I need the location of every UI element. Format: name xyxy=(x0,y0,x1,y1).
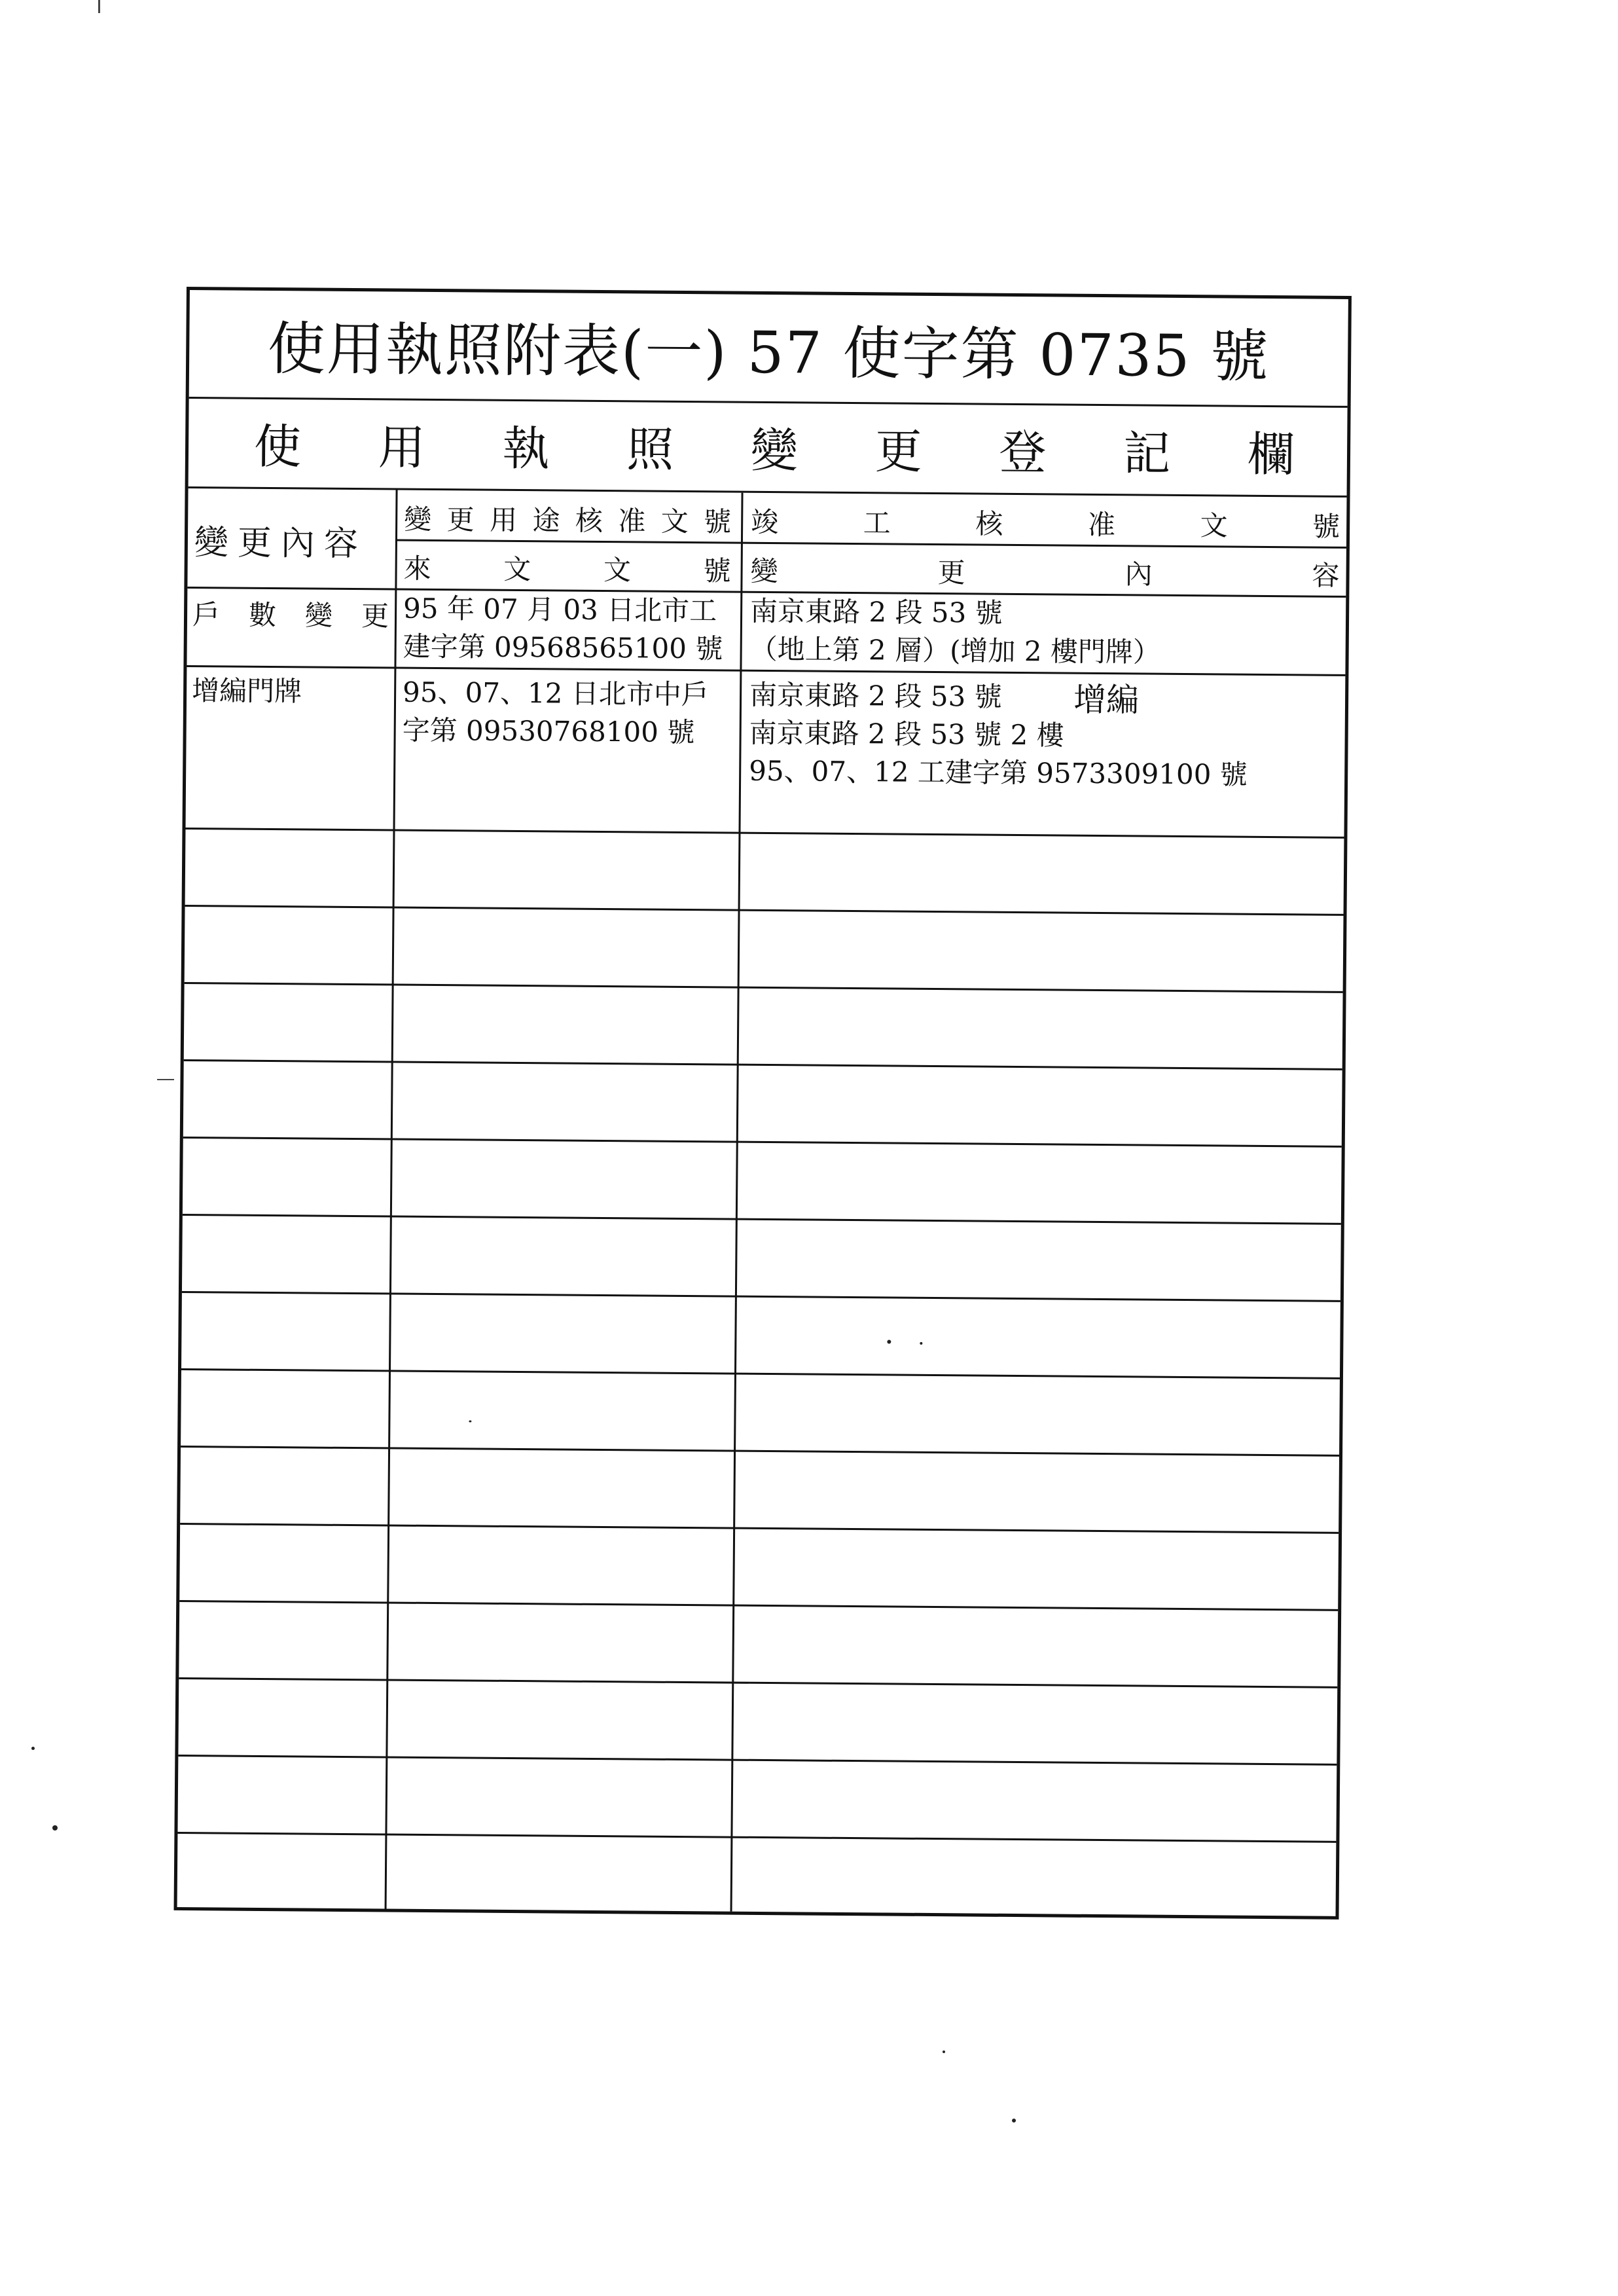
subtitle-char: 使 xyxy=(253,418,302,474)
header-char: 准 xyxy=(618,505,646,538)
license-appendix-sheet xyxy=(174,287,1352,1920)
content-line: 95、07、12 工建字第 9573309100 號 xyxy=(749,754,1248,791)
header-char: 號 xyxy=(703,555,731,587)
header-char: 工 xyxy=(863,507,891,539)
scan-speck xyxy=(943,2050,945,2053)
header-char: 核 xyxy=(575,504,603,538)
subtitle-char: 用 xyxy=(378,419,426,475)
scan-speck xyxy=(920,1342,922,1345)
doc-line: 95 年 07 月 03 日北市工 xyxy=(403,592,717,627)
change-content-header xyxy=(750,550,1339,594)
row-label-char: 變 xyxy=(304,599,333,632)
row-divider xyxy=(179,1600,1338,1611)
title-text: 使用執照附表(一) 57 使字第 0735 號 xyxy=(267,314,1270,390)
row-label-char: 數 xyxy=(248,598,277,632)
header-char: 竣 xyxy=(751,505,779,539)
row-divider xyxy=(185,828,1344,839)
header-char: 號 xyxy=(1312,510,1340,543)
content-line: 南京東路 2 段 53 號 xyxy=(749,678,1002,713)
header-char: 變 xyxy=(750,555,778,588)
row-change-content xyxy=(749,676,1248,794)
scan-edge-mark xyxy=(157,1079,174,1080)
header-char: 內 xyxy=(1124,558,1153,591)
row-label-address-assignment: 增編門牌 xyxy=(191,674,302,708)
row-divider xyxy=(180,1523,1339,1534)
approval-doc-header xyxy=(404,498,731,540)
row-label-char: 戶 xyxy=(192,598,221,631)
doc-line: 建字第 09568565100 號 xyxy=(403,630,723,665)
column-divider xyxy=(385,490,398,1909)
row-divider xyxy=(183,1214,1341,1225)
content-line: 南京東路 2 段 53 號 2 樓 xyxy=(749,716,1064,752)
scan-speck xyxy=(1012,2119,1016,2123)
subtitle-char: 照 xyxy=(626,421,674,477)
header-char: 文 xyxy=(603,554,632,587)
doc-line: 95、07、12 日北市中戶 xyxy=(402,676,710,711)
row-label-household-change xyxy=(192,593,389,634)
row-divider xyxy=(184,1059,1342,1070)
row-divider xyxy=(185,982,1343,993)
row-divider xyxy=(177,1832,1336,1843)
change-registration-heading xyxy=(189,397,1348,498)
row-doc-number xyxy=(402,674,709,752)
row-divider xyxy=(181,1368,1340,1379)
header-char: 號 xyxy=(703,505,732,538)
doc-line: 字第 09530768100 號 xyxy=(402,714,695,749)
row-divider xyxy=(178,1755,1337,1766)
subtitle-char: 變 xyxy=(750,422,799,478)
handwritten-note: 增編 xyxy=(1073,680,1140,720)
subtitle-char: 欄 xyxy=(1247,426,1295,482)
completion-approval-header xyxy=(751,501,1340,545)
content-line: （地上第 2 層）(增加 2 樓門牌） xyxy=(749,632,1161,668)
scan-speck xyxy=(52,1825,58,1831)
header-char: 核 xyxy=(975,507,1003,540)
row-divider xyxy=(182,1291,1340,1302)
header-char: 容 xyxy=(1312,559,1340,592)
subtitle-char: 執 xyxy=(502,420,550,476)
subtitle-char: 記 xyxy=(1123,425,1171,481)
row-divider xyxy=(183,1137,1342,1148)
row-doc-number xyxy=(403,590,723,668)
header-char: 途 xyxy=(532,504,560,537)
header-char: 文 xyxy=(660,505,689,538)
incoming-doc-header xyxy=(403,547,730,589)
header-char: 文 xyxy=(503,553,531,586)
header-char: 更 xyxy=(937,556,965,589)
header-char: 准 xyxy=(1087,508,1116,541)
header-char: 用 xyxy=(489,503,518,536)
header-char: 更 xyxy=(446,503,475,536)
column-divider xyxy=(730,493,744,1912)
subtitle-char: 更 xyxy=(874,423,923,479)
row-divider xyxy=(185,905,1344,916)
row-change-content xyxy=(749,592,1160,672)
header-char: 變 xyxy=(404,503,432,536)
row-label-char: 更 xyxy=(361,600,389,632)
row-divider xyxy=(179,1677,1337,1688)
header-char: 來 xyxy=(403,552,431,585)
scan-speck xyxy=(887,1339,891,1343)
document-title xyxy=(189,290,1348,408)
scan-speck xyxy=(31,1747,35,1750)
scan-speck xyxy=(469,1420,471,1422)
scan-edge-mark xyxy=(98,0,100,13)
content-line: 南京東路 2 段 53 號 xyxy=(749,594,1003,629)
registration-table xyxy=(177,488,1347,1916)
subtitle-char: 登 xyxy=(999,424,1047,480)
change-content-label: 變更內容 xyxy=(194,523,368,564)
header-char: 文 xyxy=(1200,509,1228,542)
row-divider xyxy=(181,1446,1339,1457)
